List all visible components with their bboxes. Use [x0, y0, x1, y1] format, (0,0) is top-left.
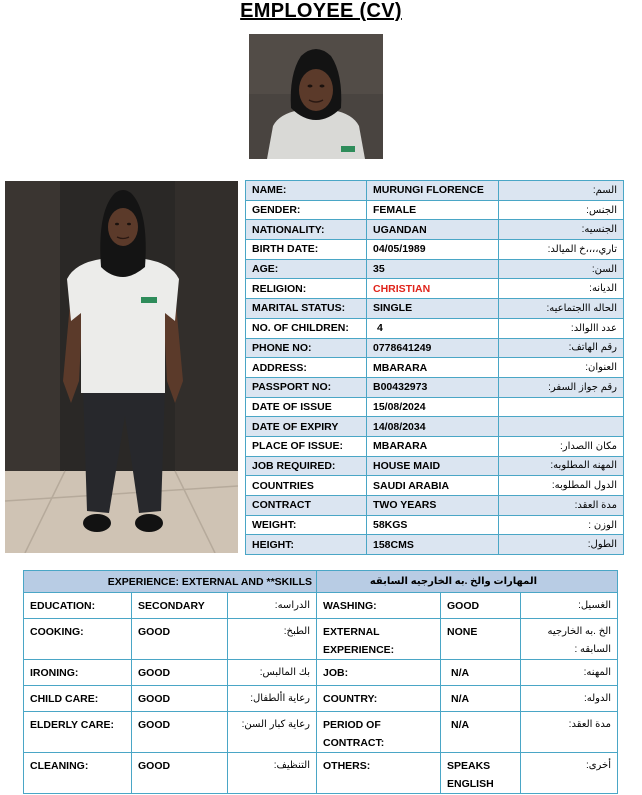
detail-row — [246, 181, 624, 201]
experience-label: WASHING: — [317, 593, 441, 619]
detail-value: 4 — [367, 318, 499, 338]
detail-label: RELIGION: — [246, 279, 367, 299]
experience-row — [24, 712, 618, 753]
skill-arabic-label: التنظيف: — [228, 753, 317, 794]
detail-arabic-label: الحاله االجتماعيه: — [499, 299, 624, 319]
experience-skills-table — [23, 570, 618, 794]
experience-row — [24, 593, 618, 619]
detail-value: 04/05/1989 — [367, 240, 499, 260]
detail-arabic-label — [499, 397, 624, 417]
detail-arabic-label: رقم الهاتف: — [499, 338, 624, 358]
skill-value: GOOD — [132, 686, 228, 712]
detail-row — [246, 318, 624, 338]
detail-row — [246, 240, 624, 260]
detail-row — [246, 358, 624, 378]
detail-row — [246, 279, 624, 299]
detail-value: MBARARA — [367, 358, 499, 378]
detail-arabic-label: المهنه المطلوبه: — [499, 456, 624, 476]
detail-label: HEIGHT: — [246, 535, 367, 555]
detail-value: 158CMS — [367, 535, 499, 555]
detail-label: BIRTH DATE: — [246, 240, 367, 260]
detail-row — [246, 456, 624, 476]
experience-label: OTHERS: — [317, 753, 441, 794]
detail-row — [246, 299, 624, 319]
detail-arabic-label: تاري،،،،خ الميالد: — [499, 240, 624, 260]
detail-label: DATE OF EXPIRY — [246, 417, 367, 437]
detail-row — [246, 476, 624, 496]
detail-arabic-label: الدول المطلوبه: — [499, 476, 624, 496]
experience-header-arabic: المهارات والخ .به الخارجيه السابقه — [369, 575, 538, 587]
experience-header-row — [24, 571, 618, 593]
experience-label: PERIOD OF CONTRACT: — [317, 712, 441, 753]
skill-value: GOOD — [132, 753, 228, 794]
detail-value: 0778641249 — [367, 338, 499, 358]
portrait-photo — [249, 34, 383, 159]
detail-row — [246, 436, 624, 456]
experience-row — [24, 660, 618, 686]
experience-value: GOOD — [441, 593, 521, 619]
skill-label: EDUCATION: — [24, 593, 132, 619]
detail-label: NAME: — [246, 181, 367, 201]
experience-header-english: EXPERIENCE: EXTERNAL AND **SKILLS — [107, 575, 312, 588]
detail-value: UGANDAN — [367, 220, 499, 240]
full-body-photo — [5, 181, 238, 553]
detail-row — [246, 417, 624, 437]
detail-label: PHONE NO: — [246, 338, 367, 358]
experience-arabic-label: أخرى: — [521, 753, 618, 794]
detail-value: SAUDI ARABIA — [367, 476, 499, 496]
detail-arabic-label: مكان االصدار: — [499, 436, 624, 456]
detail-value: 58KGS — [367, 515, 499, 535]
detail-label: COUNTRIES — [246, 476, 367, 496]
detail-label: CONTRACT — [246, 496, 367, 516]
experience-arabic-label: الدوله: — [521, 686, 618, 712]
experience-arabic-label: المهنه: — [521, 660, 618, 686]
experience-label: JOB: — [317, 660, 441, 686]
detail-value: 14/08/2034 — [367, 417, 499, 437]
detail-value: TWO YEARS — [367, 496, 499, 516]
detail-arabic-label — [499, 417, 624, 437]
skill-arabic-label: رعاية كبار السن: — [228, 712, 317, 753]
detail-arabic-label: الديانه: — [499, 279, 624, 299]
detail-arabic-label: السم: — [499, 181, 624, 201]
skill-label: IRONING: — [24, 660, 132, 686]
page-title: EMPLOYEE (CV) — [240, 0, 402, 22]
experience-value: NONE — [441, 619, 521, 660]
experience-value: N/A — [441, 712, 521, 753]
detail-arabic-label: العنوان: — [499, 358, 624, 378]
detail-arabic-label: مدة العقد: — [499, 496, 624, 516]
detail-arabic-label: السن: — [499, 259, 624, 279]
skill-value: GOOD — [132, 660, 228, 686]
detail-label: PLACE OF ISSUE: — [246, 436, 367, 456]
experience-arabic-label: الخ .به الخارجيه السابقه : — [521, 619, 618, 660]
skill-arabic-label: بك المالبس: — [228, 660, 317, 686]
skill-value: GOOD — [132, 712, 228, 753]
detail-value: CHRISTIAN — [367, 279, 499, 299]
detail-arabic-label: الوزن : — [499, 515, 624, 535]
detail-label: NATIONALITY: — [246, 220, 367, 240]
experience-row — [24, 619, 618, 660]
detail-row — [246, 397, 624, 417]
detail-row — [246, 535, 624, 555]
detail-label: WEIGHT: — [246, 515, 367, 535]
personal-details-table — [245, 180, 624, 555]
skill-arabic-label: الدراسه: — [228, 593, 317, 619]
experience-value: SPEAKS ENGLISH — [441, 753, 521, 794]
detail-value: 15/08/2024 — [367, 397, 499, 417]
experience-label: COUNTRY: — [317, 686, 441, 712]
detail-row — [246, 259, 624, 279]
detail-label: NO. OF CHILDREN: — [246, 318, 367, 338]
detail-label: ADDRESS: — [246, 358, 367, 378]
detail-arabic-label: الجنسيه: — [499, 220, 624, 240]
detail-row — [246, 515, 624, 535]
detail-value: HOUSE MAID — [367, 456, 499, 476]
skill-label: CHILD CARE: — [24, 686, 132, 712]
detail-arabic-label: عدد االوالد: — [499, 318, 624, 338]
skill-arabic-label: الطبخ: — [228, 619, 317, 660]
detail-arabic-label: الطول: — [499, 535, 624, 555]
detail-row — [246, 200, 624, 220]
detail-arabic-label: الجنس: — [499, 200, 624, 220]
skill-label: ELDERLY CARE: — [24, 712, 132, 753]
detail-value: MBARARA — [367, 436, 499, 456]
detail-label: GENDER: — [246, 200, 367, 220]
detail-value: FEMALE — [367, 200, 499, 220]
detail-label: DATE OF ISSUE — [246, 397, 367, 417]
detail-row — [246, 377, 624, 397]
detail-row — [246, 220, 624, 240]
experience-value: N/A — [441, 686, 521, 712]
skill-value: SECONDARY — [132, 593, 228, 619]
experience-row — [24, 753, 618, 794]
detail-label: MARITAL STATUS: — [246, 299, 367, 319]
experience-label: EXTERNAL EXPERIENCE: — [317, 619, 441, 660]
skill-value: GOOD — [132, 619, 228, 660]
detail-row — [246, 338, 624, 358]
detail-label: AGE: — [246, 259, 367, 279]
skill-arabic-label: رعاية األطفال: — [228, 686, 317, 712]
experience-value: N/A — [441, 660, 521, 686]
skill-label: COOKING: — [24, 619, 132, 660]
experience-arabic-label: مدة العقد: — [521, 712, 618, 753]
detail-value: MURUNGI FLORENCE — [367, 181, 499, 201]
experience-arabic-label: الغسيل: — [521, 593, 618, 619]
detail-value: SINGLE — [367, 299, 499, 319]
detail-value: B00432973 — [367, 377, 499, 397]
detail-arabic-label: رقم جواز السفر: — [499, 377, 624, 397]
detail-value: 35 — [367, 259, 499, 279]
skill-label: CLEANING: — [24, 753, 132, 794]
detail-label: JOB REQUIRED: — [246, 456, 367, 476]
experience-row — [24, 686, 618, 712]
detail-label: PASSPORT NO: — [246, 377, 367, 397]
detail-row — [246, 496, 624, 516]
